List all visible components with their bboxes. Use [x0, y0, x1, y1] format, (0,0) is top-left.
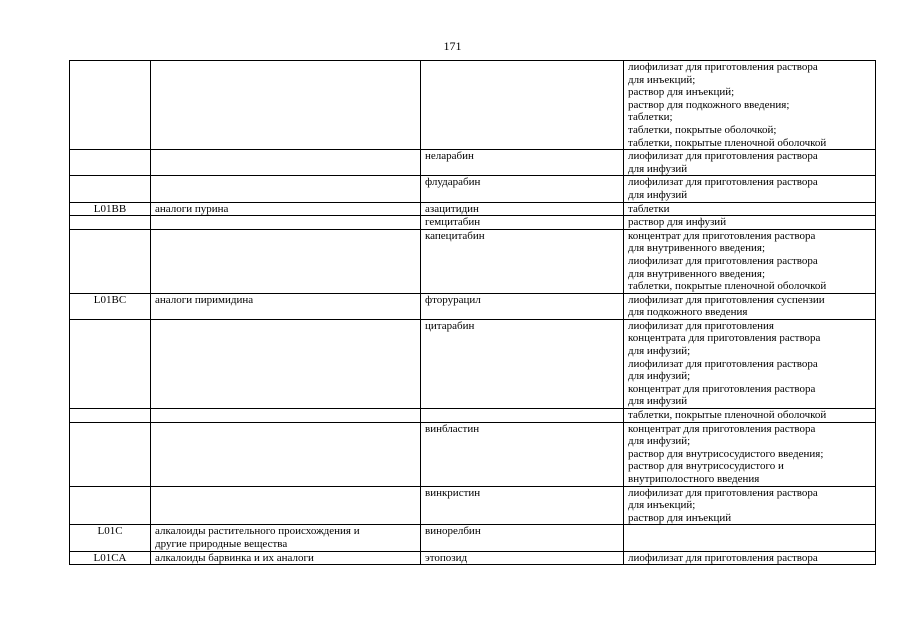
group-name-cell: аналоги пурина	[151, 202, 421, 216]
dosage-form-cell: лиофилизат для приготовления раствора	[624, 551, 876, 565]
atc-code-cell: L01CA	[70, 551, 151, 565]
drug-name-cell: гемцитабин	[421, 216, 624, 230]
group-name-cell	[151, 486, 421, 525]
group-name-cell: алкалоиды барвинка и их аналоги	[151, 551, 421, 565]
table-row	[70, 61, 876, 150]
drug-name-cell: винбластин	[421, 422, 624, 486]
table-row	[70, 229, 876, 293]
group-name-cell	[151, 176, 421, 202]
atc-code-cell: L01C	[70, 525, 151, 551]
table-row	[70, 422, 876, 486]
dosage-form-cell: лиофилизат для приготовления раствора для инъекций; раствор для инъекций; раствор для подкожного введения; таблетки; таблетки, покрытые оболочкой; таблетки, покрытые пленочной оболочкой	[624, 61, 876, 150]
dosage-form-cell	[624, 525, 876, 551]
group-name-cell	[151, 216, 421, 230]
table-row	[70, 319, 876, 408]
group-name-cell: алкалоиды растительного происхождения и другие природные вещества	[151, 525, 421, 551]
table-row	[70, 409, 876, 423]
table-body	[70, 61, 876, 565]
table-row	[70, 150, 876, 176]
dosage-form-cell: лиофилизат для приготовления концентрата для приготовления раствора для инфузий; лиофилизат для приготовления раствора для инфузий; концентрат для приготовления раствора для инфузий	[624, 319, 876, 408]
dosage-form-cell: лиофилизат для приготовления суспензии для подкожного введения	[624, 293, 876, 319]
atc-code-cell: L01BB	[70, 202, 151, 216]
group-name-cell	[151, 319, 421, 408]
dosage-form-cell: лиофилизат для приготовления раствора для инъекций; раствор для инъекций	[624, 486, 876, 525]
table-row	[70, 525, 876, 551]
group-name-cell	[151, 150, 421, 176]
drug-name-cell: флударабин	[421, 176, 624, 202]
atc-code-cell	[70, 409, 151, 423]
table-row	[70, 486, 876, 525]
table-row	[70, 293, 876, 319]
atc-code-cell	[70, 229, 151, 293]
group-name-cell	[151, 61, 421, 150]
dosage-form-cell: раствор для инфузий	[624, 216, 876, 230]
drug-name-cell: неларабин	[421, 150, 624, 176]
atc-code-cell	[70, 216, 151, 230]
atc-code-cell	[70, 150, 151, 176]
drug-name-cell	[421, 61, 624, 150]
dosage-form-cell: концентрат для приготовления раствора для инфузий; раствор для внутрисосудистого введения; раствор для внутрисосудистого и внутриполостного введения	[624, 422, 876, 486]
drug-name-cell: винкристин	[421, 486, 624, 525]
drug-name-cell: капецитабин	[421, 229, 624, 293]
drug-name-cell: винорелбин	[421, 525, 624, 551]
group-name-cell	[151, 422, 421, 486]
group-name-cell: аналоги пиримидина	[151, 293, 421, 319]
atc-code-cell	[70, 319, 151, 408]
atc-code-cell	[70, 486, 151, 525]
dosage-form-cell: концентрат для приготовления раствора для внутривенного введения; лиофилизат для приготовления раствора для внутривенного введения; таблетки, покрытые пленочной оболочкой	[624, 229, 876, 293]
table-row	[70, 216, 876, 230]
dosage-form-cell: лиофилизат для приготовления раствора для инфузий	[624, 176, 876, 202]
dosage-form-cell: таблетки	[624, 202, 876, 216]
drug-name-cell	[421, 409, 624, 423]
group-name-cell	[151, 229, 421, 293]
table-row	[70, 202, 876, 216]
table-row	[70, 551, 876, 565]
atc-code-cell	[70, 176, 151, 202]
group-name-cell	[151, 409, 421, 423]
drug-name-cell: этопозид	[421, 551, 624, 565]
dosage-form-cell: таблетки, покрытые пленочной оболочкой	[624, 409, 876, 423]
atc-code-cell: L01BC	[70, 293, 151, 319]
drug-name-cell: азацитидин	[421, 202, 624, 216]
drug-name-cell: цитарабин	[421, 319, 624, 408]
page-number: 171	[443, 39, 462, 53]
atc-code-cell	[70, 61, 151, 150]
atc-code-cell	[70, 422, 151, 486]
dosage-form-cell: лиофилизат для приготовления раствора для инфузий	[624, 150, 876, 176]
drug-name-cell: фторурацил	[421, 293, 624, 319]
drug-table	[69, 60, 876, 565]
table-row	[70, 176, 876, 202]
